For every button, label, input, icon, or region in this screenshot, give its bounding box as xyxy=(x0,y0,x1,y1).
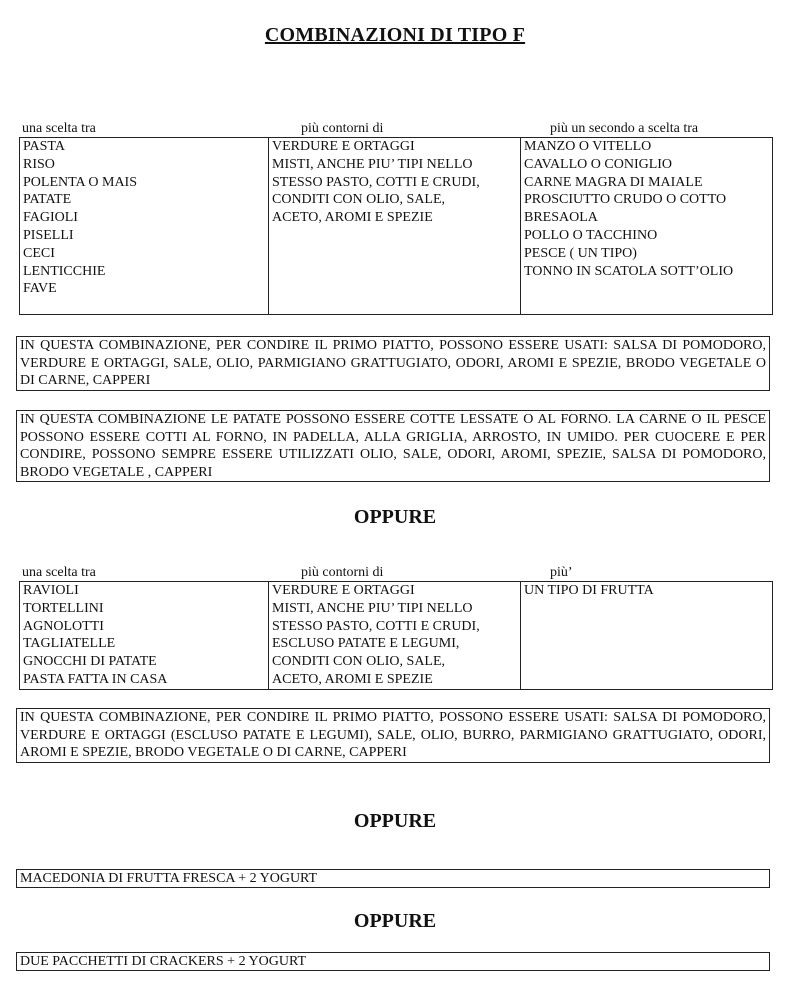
list-item: STESSO PASTO, COTTI E CRUDI, xyxy=(272,618,480,634)
section1-table xyxy=(19,137,773,315)
list-item: FAVE xyxy=(23,281,57,297)
list-item: RAVIOLI xyxy=(23,583,79,598)
list-item: VERDURE E ORTAGGI xyxy=(272,139,415,154)
list-item: CAVALLO O CONIGLIO xyxy=(524,156,673,172)
list-item: ACETO, AROMI E SPEZIE xyxy=(272,210,433,226)
section2-header-first: una scelta tra xyxy=(22,565,96,580)
list-item: PASTA xyxy=(23,139,65,154)
list-item: LENTICCHIE xyxy=(23,263,106,279)
list-item: CONDITI CON OLIO, SALE, xyxy=(272,192,446,208)
list-item: TAGLIATELLE xyxy=(23,636,116,652)
list-item: RISO xyxy=(23,156,55,172)
list-item: GNOCCHI DI PATATE xyxy=(23,654,157,670)
page-title: COMBINAZIONI DI TIPO F xyxy=(264,24,526,46)
list-item: CARNE MAGRA DI MAIALE xyxy=(524,174,703,190)
list-item: POLENTA O MAIS xyxy=(23,174,137,190)
list-item: PATATE xyxy=(23,192,72,208)
list-item: BRESAOLA xyxy=(524,210,598,226)
list-item: STESSO PASTO, COTTI E CRUDI, xyxy=(272,174,480,190)
list-item: PASTA FATTA IN CASA xyxy=(23,671,168,687)
list-item: VERDURE E ORTAGGI xyxy=(272,583,415,598)
section1-first-course-cell xyxy=(20,138,269,315)
oppure-separator-1: OPPURE xyxy=(353,506,437,528)
section1-header-second: più un secondo a scelta tra xyxy=(550,121,699,136)
list-item: TONNO IN SCATOLA SOTT’OLIO xyxy=(524,263,734,279)
section2-header-fruit: più’ xyxy=(550,565,573,580)
section1-cooking-note: IN QUESTA COMBINAZIONE LE PATATE POSSONO ESSERE COTTE LESSATE O AL FORNO. LA CARNE O IL PESCE POSSONO ESSERE COTTI AL FORNO, IN PADELLA, ALLA GRIGLIA, ARROSTO, IN UMIDO. PER CUOCERE E PER CONDIRE, POSSONO SEMPRE ESSERE UTILIZZATI OLIO, SALE, ODORI, AROMI, SPEZIE, SALSA DI POMODORO, BRODO VEGETALE , CAPPERI xyxy=(16,410,770,482)
oppure-separator-2: OPPURE xyxy=(353,810,437,832)
list-item: CECI xyxy=(23,245,55,261)
section2-table xyxy=(19,581,773,690)
section2-fruit-cell xyxy=(521,582,773,690)
section1-seasoning-note: IN QUESTA COMBINAZIONE, PER CONDIRE IL PRIMO PIATTO, POSSONO ESSERE USATI: SALSA DI POMODORO, VERDURE E ORTAGGI, SALE, OLIO, PARMIGIANO GRATTUGIATO, ODORI, AROMI E SPEZIE, BRODO VEGETALE O DI CARNE, CAPPERI xyxy=(16,336,770,391)
list-item: PISELLI xyxy=(23,227,74,243)
section2-column-headers xyxy=(0,565,790,581)
section2-first-course-cell xyxy=(20,582,269,690)
list-item: ESCLUSO PATATE E LEGUMI, xyxy=(272,636,460,652)
list-item: MANZO O VITELLO xyxy=(524,139,652,154)
list-item: ACETO, AROMI E SPEZIE xyxy=(272,671,433,687)
list-item: MISTI, ANCHE PIU’ TIPI NELLO xyxy=(272,600,473,616)
oppure-separator-3: OPPURE xyxy=(353,910,437,932)
section1-sides-cell xyxy=(269,138,521,315)
section2-sides-cell xyxy=(269,582,521,690)
list-item: UN TIPO DI FRUTTA xyxy=(524,583,654,598)
list-item: TORTELLINI xyxy=(23,600,104,616)
list-item: MISTI, ANCHE PIU’ TIPI NELLO xyxy=(272,156,473,172)
section1-second-course-cell xyxy=(521,138,773,315)
section1-header-sides: più contorni di xyxy=(301,121,384,136)
list-item: PROSCIUTTO CRUDO O COTTO xyxy=(524,192,727,208)
list-item: AGNOLOTTI xyxy=(23,618,104,634)
list-item: PESCE ( UN TIPO) xyxy=(524,245,637,261)
list-item: FAGIOLI xyxy=(23,210,78,226)
section1-column-headers xyxy=(0,121,790,137)
list-item: POLLO O TACCHINO xyxy=(524,227,658,243)
option4-box: DUE PACCHETTI DI CRACKERS + 2 YOGURT xyxy=(16,952,770,971)
section2-seasoning-note: IN QUESTA COMBINAZIONE, PER CONDIRE IL PRIMO PIATTO, POSSONO ESSERE USATI: SALSA DI POMODORO, VERDURE E ORTAGGI (ESCLUSO PATATE E LEGUMI), SALE, OLIO, BURRO, PARMIGIANO GRATTUGIATO, ODORI, AROMI E SPEZIE, BRODO VEGETALE O DI CARNE, CAPPERI xyxy=(16,708,770,763)
option3-box: MACEDONIA DI FRUTTA FRESCA + 2 YOGURT xyxy=(16,869,770,888)
list-item: CONDITI CON OLIO, SALE, xyxy=(272,654,446,670)
section2-header-sides: più contorni di xyxy=(301,565,384,580)
section1-header-first: una scelta tra xyxy=(22,121,96,136)
